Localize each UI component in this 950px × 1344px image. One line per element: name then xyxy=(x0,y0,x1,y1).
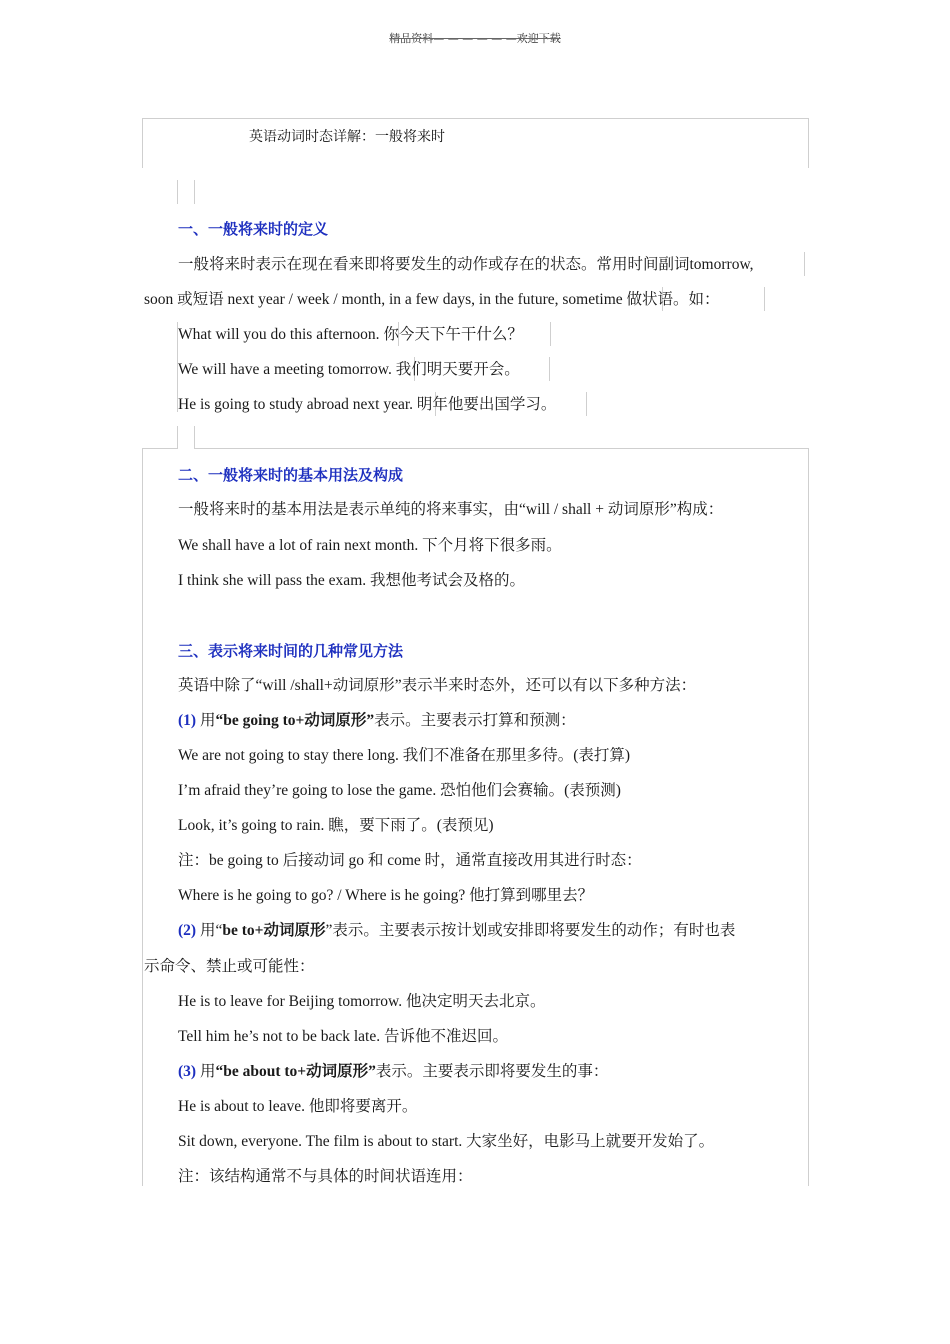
method-text: 用“ xyxy=(196,922,223,939)
method-line xyxy=(178,1062,608,1082)
table-rule xyxy=(764,287,765,311)
note-line: 注：该结构通常不与具体的时间状语连用： xyxy=(178,1168,473,1185)
example-sentence: I think she will pass the exam. 我想他考试会及格的。 xyxy=(178,572,525,589)
method-line xyxy=(178,921,735,941)
method-structure: be to+动词原形 xyxy=(222,922,326,939)
table-rule xyxy=(808,448,809,1186)
paragraph-line: 一般将来时的基本用法是表示单纯的将来事实，由“will / shall + 动词原形”构成： xyxy=(178,501,724,518)
example-sentence: He is about to leave. 他即将要离开。 xyxy=(178,1098,418,1115)
example-sentence: What will you do this afternoon. 你今天下午干什么？ xyxy=(178,326,523,343)
method-number: (1) xyxy=(178,712,197,729)
table-rule xyxy=(142,118,809,119)
page-header: 精品资料— — — — — —欢迎下载 xyxy=(389,32,561,45)
example-sentence: He is to leave for Beijing tomorrow. 他决定明天去北京。 xyxy=(178,993,546,1010)
method-number: (2) xyxy=(178,922,197,939)
paragraph-line: 英语中除了“will /shall+动词原形”表示半来时态外，还可以有以下多种方法： xyxy=(178,677,697,694)
paragraph-line: 一般将来时表示在现在看来即将要发生的动作或存在的状态。常用时间副词tomorrow, xyxy=(178,256,754,273)
method-line xyxy=(178,711,576,731)
table-rule xyxy=(586,392,587,416)
document-title: 英语动词时态详解：一般将来时 xyxy=(249,129,445,145)
example-sentence: Tell him he’s not to be back late. 告诉他不准迟回。 xyxy=(178,1028,508,1045)
method-structure: “be going to+动词原形” xyxy=(215,712,375,729)
table-rule xyxy=(194,426,195,448)
example-sentence: We are not going to stay there long. 我们不准备在那里多待。(表打算) xyxy=(178,747,631,764)
section-heading: 二、一般将来时的基本用法及构成 xyxy=(178,466,404,484)
example-sentence: I’m afraid they’re going to lose the game. 恐怕他们会赛输。(表预测) xyxy=(178,782,621,799)
method-text: 表示。主要表示即将要发生的事： xyxy=(375,1063,609,1080)
example-sentence: We shall have a lot of rain next month. 下个月将下很多雨。 xyxy=(178,537,562,554)
method-text: ”表示。主要表示按计划或安排即将要发生的动作；有时也表 xyxy=(325,922,736,939)
example-sentence: We will have a meeting tomorrow. 我们明天要开会。 xyxy=(178,361,520,378)
note-line: 注：be going to 后接动词 go 和 come 时，通常直接改用其进行时态： xyxy=(178,852,642,869)
example-sentence: Look, it’s going to rain. 瞧，要下雨了。(表预见) xyxy=(178,817,494,834)
method-text: 表示。主要表示打算和预测： xyxy=(374,712,576,729)
method-text: 用 xyxy=(196,712,216,729)
table-rule xyxy=(177,180,178,204)
table-rule xyxy=(808,118,809,168)
table-rule xyxy=(550,322,551,346)
table-rule xyxy=(177,426,178,448)
section-heading: 一、一般将来时的定义 xyxy=(178,220,329,238)
example-sentence: Where is he going to go? / Where is he going? 他打算到哪里去？ xyxy=(178,887,594,904)
method-text: 用 xyxy=(196,1063,216,1080)
paragraph-line: soon 或短语 next year / week / month, in a few days, in the future, sometime 做状语。如： xyxy=(144,291,720,308)
table-rule xyxy=(549,357,550,381)
section-heading: 三、表示将来时间的几种常见方法 xyxy=(178,642,404,660)
table-rule xyxy=(142,448,143,1186)
table-rule xyxy=(804,252,805,276)
method-structure: “be about to+动词原形” xyxy=(215,1063,376,1080)
table-rule xyxy=(142,118,143,168)
example-sentence: Sit down, everyone. The film is about to start. 大家坐好，电影马上就要开发始了。 xyxy=(178,1133,715,1150)
table-rule xyxy=(194,180,195,204)
example-sentence: He is going to study abroad next year. 明年他要出国学习。 xyxy=(178,396,557,413)
table-rule xyxy=(142,448,178,449)
table-rule xyxy=(194,448,809,449)
method-number: (3) xyxy=(178,1063,197,1080)
paragraph-line: 示命令、禁止或可能性： xyxy=(144,958,315,975)
